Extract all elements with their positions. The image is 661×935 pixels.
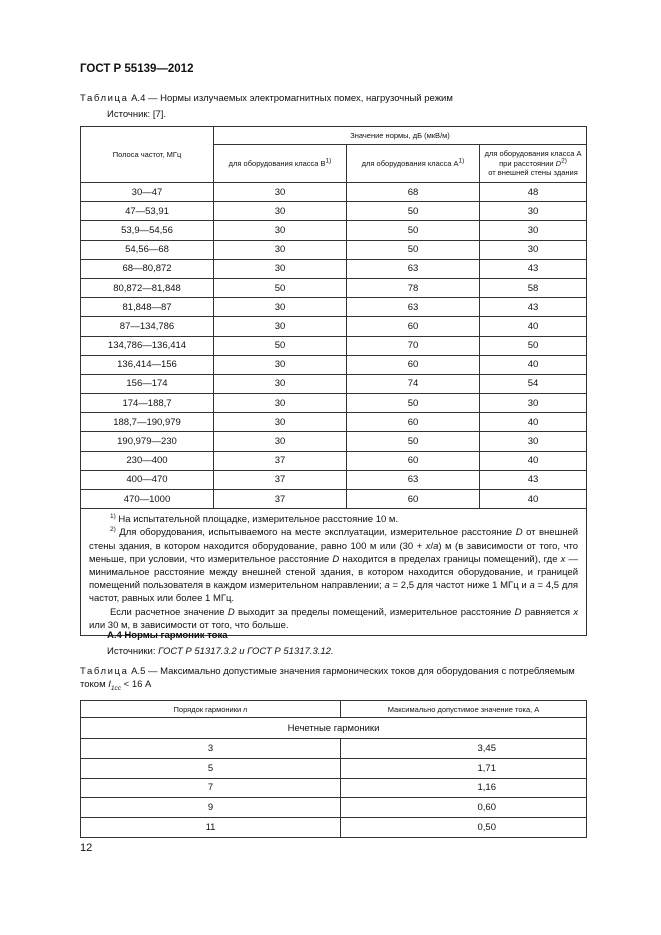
header-class-b: для оборудования класса $B^{1)}$ [214,145,347,183]
cell-band: 68—80,872 [81,259,214,278]
table-row [81,202,587,221]
cell-class-a: 63 [347,259,480,278]
group-odd-harmonics: Нечетные гармоники [81,718,587,739]
cell-class-b: 30 [214,221,347,240]
table-row [81,355,587,374]
cell-class-b: 30 [214,183,347,202]
caption-prefix: Таблица [80,93,129,104]
table-row [81,413,587,432]
cell-class-a: 60 [347,490,480,509]
cell-class-a: 60 [347,355,480,374]
table-row [81,240,587,259]
footnote-3: Если расчетное значение D выходит за пределы помещений, измерительное расстояние D равняется x или 30 м, в зависимости от того, что больше. [89,606,579,631]
cell-class-a: 60 [347,413,480,432]
cell-class-b: 30 [214,413,347,432]
page-number: 12 [80,842,93,854]
cell-class-b: 30 [214,355,347,374]
table-a5 [80,700,587,838]
cell-class-a: 68 [347,183,480,202]
cell-max-current: 0,50 [341,818,587,838]
cell-class-a-distance: 30 [480,432,587,451]
cell-band: 136,414—156 [81,355,214,374]
table-row [81,432,587,451]
table-row [81,739,587,759]
cell-class-b: 30 [214,317,347,336]
header-frequency-band: Полоса частот, МГц [81,127,214,183]
table-row [81,818,587,838]
table-row [81,470,587,489]
cell-class-b: 30 [214,394,347,413]
table-a5-caption: Таблица А.5 — Максимально допустимые значения гармонических токов для оборудования с потребляемым током $I_{1cc} < 16$ А [80,666,575,692]
cell-band: 53,9—54,56 [81,221,214,240]
cell-class-b: 30 [214,259,347,278]
table-row [81,490,587,509]
cell-class-a-distance: 40 [480,490,587,509]
table-a4-caption [80,92,586,105]
cell-class-a: 70 [347,336,480,355]
cell-class-a: 74 [347,374,480,393]
caption-prefix: Таблица [80,666,129,677]
cell-class-b: 30 [214,374,347,393]
cell-band: 400—470 [81,470,214,489]
cell-class-a: 60 [347,317,480,336]
cell-class-a: 50 [347,221,480,240]
cell-class-b: 30 [214,202,347,221]
cell-class-a: 78 [347,278,480,297]
footnote-1: $^{1)}$ На испытательной площадке, измерительное расстояние 10 м. [110,513,399,526]
cell-class-b: 30 [214,298,347,317]
cell-class-a: 50 [347,394,480,413]
cell-band: 156—174 [81,374,214,393]
cell-class-a-distance: 30 [480,202,587,221]
header-class-a-distance: для оборудования класса А при расстоянии $D^{2)}$ от внешней стены здания [480,145,587,183]
cell-harmonic-order: 9 [81,798,341,818]
cell-band: 188,7—190,979 [81,413,214,432]
cell-class-a: 63 [347,470,480,489]
table-row [81,798,587,818]
cell-class-a-distance: 43 [480,470,587,489]
header-harmonic-order: Порядок гармоники n [81,701,341,718]
cell-band: 134,786—136,414 [81,336,214,355]
cell-class-a-distance: 43 [480,259,587,278]
cell-harmonic-order: 11 [81,818,341,838]
cell-band: 81,848—87 [81,298,214,317]
cell-band: 87—134,786 [81,317,214,336]
standard-header: ГОСТ Р 55139—2012 [80,63,194,75]
cell-class-a: 50 [347,240,480,259]
cell-band: 47—53,91 [81,202,214,221]
cell-class-a-distance: 30 [480,240,587,259]
table-row [81,336,587,355]
cell-max-current: 1,71 [341,758,587,778]
cell-max-current: 3,45 [341,739,587,759]
cell-class-a: 60 [347,451,480,470]
cell-class-a-distance: 43 [480,298,587,317]
cell-class-b: 30 [214,432,347,451]
table-row [81,278,587,297]
section-a4-sources: Источники: ГОСТ Р 51317.3.2 и ГОСТ Р 51317.3.12. [107,646,334,657]
cell-max-current: 0,60 [341,798,587,818]
cell-class-b: 50 [214,336,347,355]
cell-band: 190,979—230 [81,432,214,451]
header-max-current: Максимально допустимое значение тока, А [341,701,587,718]
cell-class-a-distance: 48 [480,183,587,202]
table-a4-footnotes [81,509,587,636]
cell-class-a: 50 [347,202,480,221]
caption-text: А.4 — Нормы излучаемых электромагнитных помех, нагрузочный режим [131,93,453,104]
table-row [81,394,587,413]
cell-class-b: 37 [214,451,347,470]
header-norm-value: Значение нормы, дБ (мкВ/м) [214,127,587,145]
cell-class-a-distance: 54 [480,374,587,393]
cell-harmonic-order: 3 [81,739,341,759]
section-a4-title: А.4 Нормы гармоник тока [107,630,228,641]
cell-class-a: 63 [347,298,480,317]
table-row [81,298,587,317]
cell-class-a-distance: 40 [480,355,587,374]
cell-class-a-distance: 40 [480,451,587,470]
cell-class-a-distance: 58 [480,278,587,297]
header-class-a: для оборудования класса $A^{1)}$ [347,145,480,183]
cell-class-b: 37 [214,490,347,509]
cell-class-b: 50 [214,278,347,297]
cell-band: 54,56—68 [81,240,214,259]
table-row [81,221,587,240]
cell-class-a-distance: 30 [480,394,587,413]
cell-band: 80,872—81,848 [81,278,214,297]
cell-max-current: 1,16 [341,778,587,798]
cell-class-b: 37 [214,470,347,489]
cell-class-a: 50 [347,432,480,451]
table-row [81,758,587,778]
table-a4-source: Источник: [7]. [107,109,167,120]
table-row [81,183,587,202]
cell-band: 230—400 [81,451,214,470]
cell-class-a-distance: 40 [480,317,587,336]
table-row [81,259,587,278]
table-row [81,374,587,393]
cell-band: 470—1000 [81,490,214,509]
footnote-2: $^{2)}$ Для оборудования, испытываемого на месте эксплуатации, измерительное расстояние D от внешней стены здания, в котором находится оборудование, равно 100 м или (30 + x/a) м (в зависимости от того, что меньше, при условии, что измерительное расстояние D находится в пределах границы помещений), где x — минимальное расстояние между внешней стеной здания, в котором находится оборудование, и границей помещений пользователя в каждом измерительном направлении; a = 2,5 для частот ниже 1 МГц и a = 4,5 для частот, равных или более 1 МГц. [89,526,579,605]
cell-band: 30—47 [81,183,214,202]
cell-class-a-distance: 40 [480,413,587,432]
cell-harmonic-order: 5 [81,758,341,778]
cell-class-b: 30 [214,240,347,259]
table-row [81,451,587,470]
table-row [81,317,587,336]
cell-band: 174—188,7 [81,394,214,413]
cell-harmonic-order: 7 [81,778,341,798]
table-row [81,778,587,798]
cell-class-a-distance: 30 [480,221,587,240]
cell-class-a-distance: 50 [480,336,587,355]
table-a4 [80,126,587,636]
